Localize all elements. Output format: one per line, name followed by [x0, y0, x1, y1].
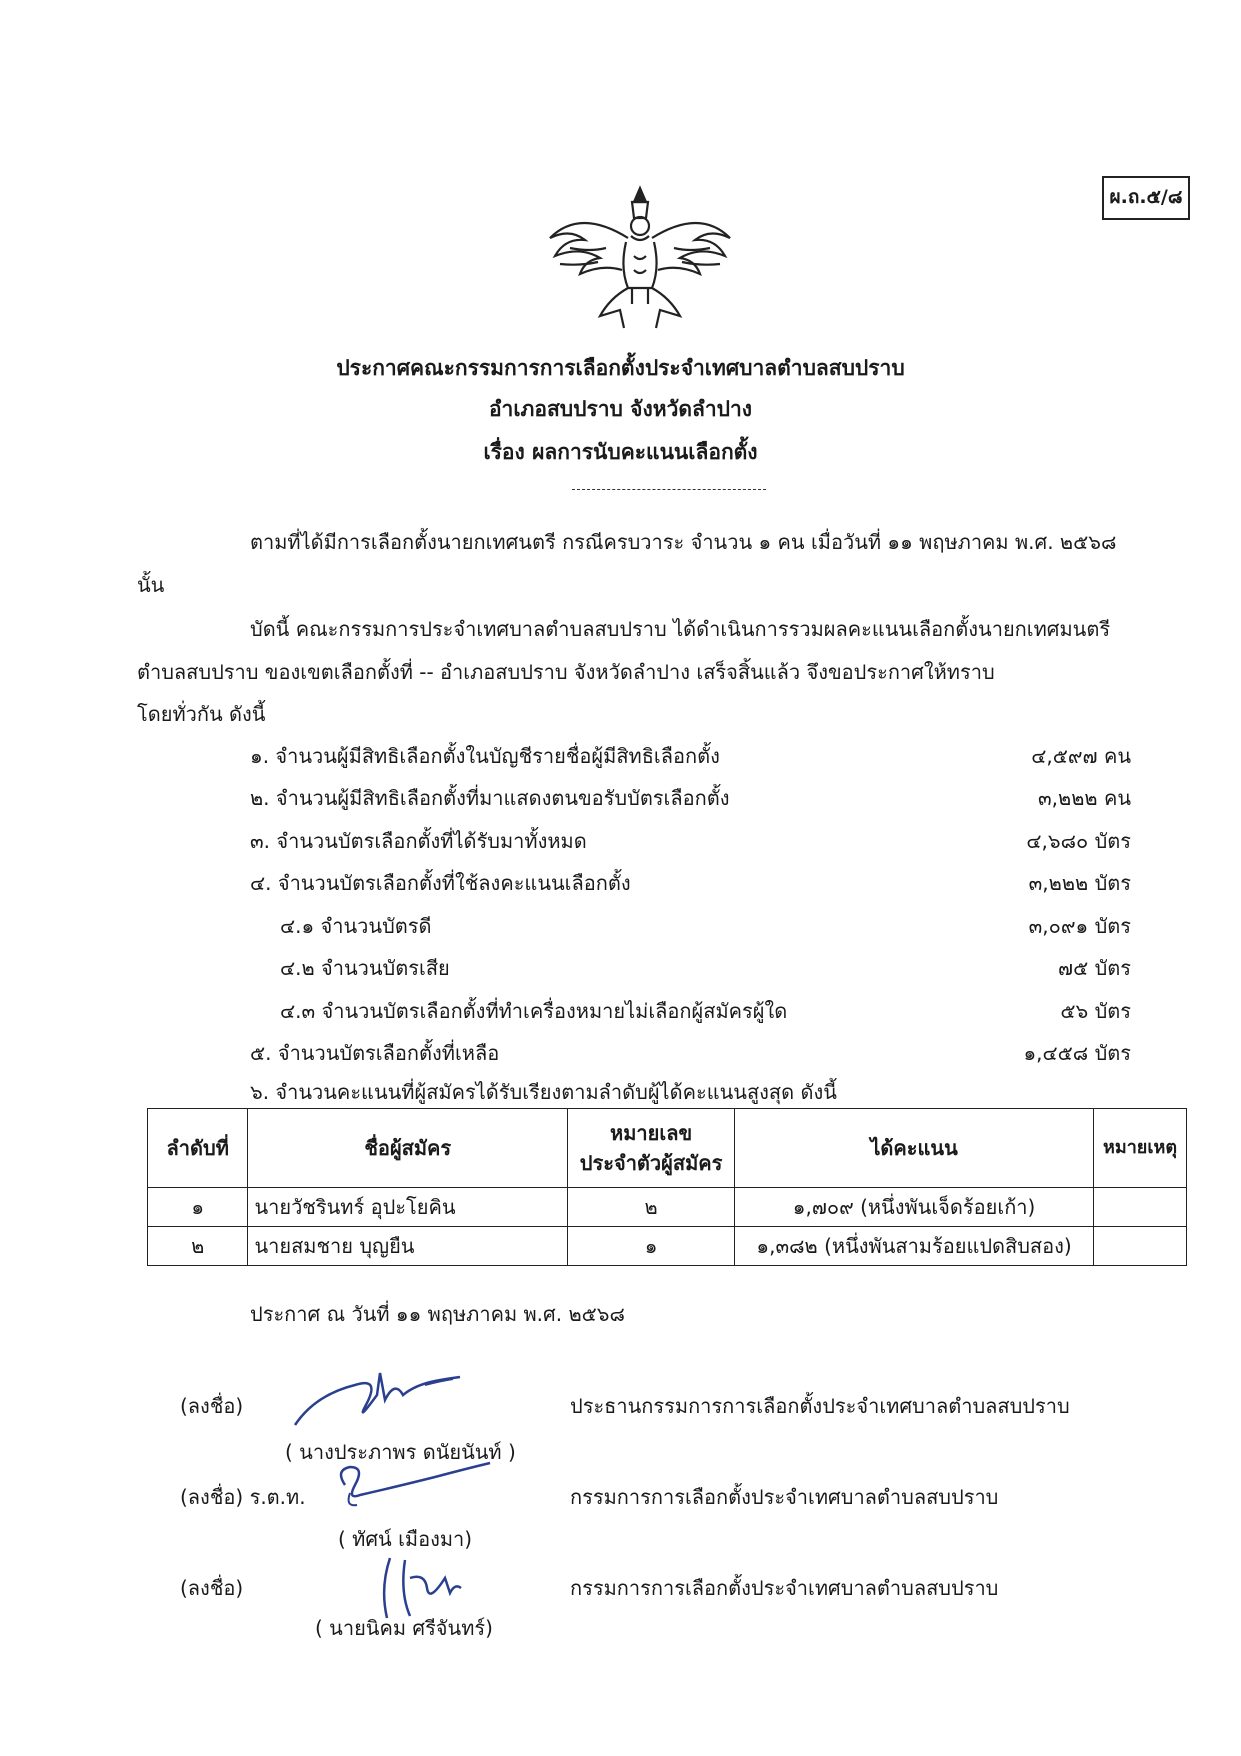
header-number-line1: หมายเลข	[610, 1121, 693, 1145]
cell-rank: ๒	[148, 1227, 248, 1266]
signature-label: (ลงชื่อ)	[180, 1576, 244, 1600]
subitem-value: ๓,๐๙๑ บัตร	[1028, 914, 1131, 938]
intro-line-1: ตามที่ได้มีการเลือกตั้งนายกเทศนตรี กรณีครบวาระ จำนวน ๑ คน เมื่อวันที่ ๑๑ พฤษภาคม พ.ศ. ๒๕๖๘	[250, 530, 1117, 554]
signature-name: ( นายนิคม ศรีจันทร์)	[315, 1616, 493, 1640]
garuda-emblem-icon	[540, 178, 740, 338]
cell-rank: ๑	[148, 1188, 248, 1227]
signature-mark-2	[325, 1455, 505, 1525]
subitem-label: ๔.๑ จำนวนบัตรดี	[280, 914, 432, 938]
item-value: ๓,๒๒๒ คน	[1038, 786, 1131, 810]
signature-label: (ลงชื่อ)	[180, 1394, 244, 1418]
signature-mark-1	[285, 1355, 475, 1435]
cell-number: ๑	[568, 1227, 735, 1266]
cell-score: ๑,๗๐๙ (หนึ่งพันเจ็ดร้อยเก้า)	[735, 1188, 1094, 1227]
cell-name: นายวัชรินทร์ อุปะโยคิน	[248, 1188, 568, 1227]
title-divider	[572, 489, 766, 490]
signature-role: กรรมการการเลือกตั้งประจำเทศบาลตำบลสบปราบ	[570, 1485, 999, 1509]
header-rank: ลำดับที่	[148, 1109, 248, 1188]
signature-role: ประธานกรรมการการเลือกตั้งประจำเทศบาลตำบลสบปราบ	[570, 1394, 1070, 1418]
subitem-value: ๕๖ บัตร	[1060, 999, 1131, 1023]
table-row	[148, 1188, 1187, 1227]
item-value: ๔,๕๙๗ คน	[1031, 744, 1131, 768]
table-header-row	[148, 1109, 1187, 1188]
table-row	[148, 1227, 1187, 1266]
item-value: ๓,๒๒๒ บัตร	[1028, 871, 1131, 895]
item-label: ๔. จำนวนบัตรเลือกตั้งที่ใช้ลงคะแนนเลือกตั้ง	[250, 871, 631, 895]
item-label: ๑. จำนวนผู้มีสิทธิเลือกตั้งในบัญชีรายชื่อผู้มีสิทธิเลือกตั้ง	[250, 744, 720, 768]
form-code-badge: ผ.ถ.๕/๘	[1102, 176, 1190, 220]
results-table	[147, 1108, 1187, 1266]
header-name: ชื่อผู้สมัคร	[248, 1109, 568, 1188]
item-label: ๒. จำนวนผู้มีสิทธิเลือกตั้งที่มาแสดงตนขอรับบัตรเลือกตั้ง	[250, 786, 730, 810]
signature-label: (ลงชื่อ) ร.ต.ท.	[180, 1485, 306, 1509]
announcement-district: อำเภอสบปราบ จังหวัดลำปาง	[488, 397, 753, 421]
signature-name: ( ทัศน์ เมืองมา)	[338, 1527, 473, 1551]
announcement-date: ประกาศ ณ วันที่ ๑๑ พฤษภาคม พ.ศ. ๒๕๖๘	[250, 1302, 625, 1326]
cell-note	[1094, 1227, 1187, 1266]
cell-name: นายสมชาย บุญยืน	[248, 1227, 568, 1266]
cell-number: ๒	[568, 1188, 735, 1227]
item-label: ๕. จำนวนบัตรเลือกตั้งที่เหลือ	[250, 1041, 500, 1065]
signature-role: กรรมการการเลือกตั้งประจำเทศบาลตำบลสบปราบ	[570, 1576, 999, 1600]
intro-line-5: โดยทั่วกัน ดังนี้	[137, 702, 266, 726]
header-score: ได้คะแนน	[735, 1109, 1094, 1188]
item-label: ๓. จำนวนบัตรเลือกตั้งที่ได้รับมาทั้งหมด	[250, 829, 587, 853]
announcement-subject: เรื่อง ผลการนับคะแนนเลือกตั้ง	[483, 440, 758, 464]
subitem-label: ๔.๓ จำนวนบัตรเลือกตั้งที่ทำเครื่องหมายไม่เลือกผู้สมัครผู้ใด	[280, 999, 788, 1023]
subitem-label: ๔.๒ จำนวนบัตรเสีย	[280, 956, 450, 980]
header-number	[568, 1109, 735, 1188]
cell-note	[1094, 1188, 1187, 1227]
intro-line-3: บัดนี้ คณะกรรมการประจำเทศบาลตำบลสบปราบ ได้ดำเนินการรวมผลคะแนนเลือกตั้งนายกเทศมนตรี	[250, 617, 1111, 641]
intro-line-4: ตำบลสบปราบ ของเขตเลือกตั้งที่ -- อำเภอสบปราบ จังหวัดลำปาง เสร็จสิ้นแล้ว จึงขอประกาศให้ทราบ	[137, 660, 995, 684]
announcement-title: ประกาศคณะกรรมการการเลือกตั้งประจำเทศบาลตำบลสบปราบ	[336, 356, 905, 380]
intro-line-2: นั้น	[137, 573, 165, 597]
item-value: ๔,๖๘๐ บัตร	[1026, 829, 1131, 853]
item-6-label: ๖. จำนวนคะแนนที่ผู้สมัครได้รับเรียงตามลำดับผู้ได้คะแนนสูงสุด ดังนี้	[250, 1080, 837, 1104]
header-number-line2: ประจำตัวผู้สมัคร	[579, 1151, 723, 1175]
item-value: ๑,๔๕๘ บัตร	[1023, 1041, 1131, 1065]
signature-name: ( นางประภาพร ดนัยนันท์ )	[285, 1440, 516, 1464]
cell-score: ๑,๓๘๒ (หนึ่งพันสามร้อยแปดสิบสอง)	[735, 1227, 1094, 1266]
subitem-value: ๗๕ บัตร	[1058, 956, 1131, 980]
header-note: หมายเหตุ	[1094, 1109, 1187, 1188]
